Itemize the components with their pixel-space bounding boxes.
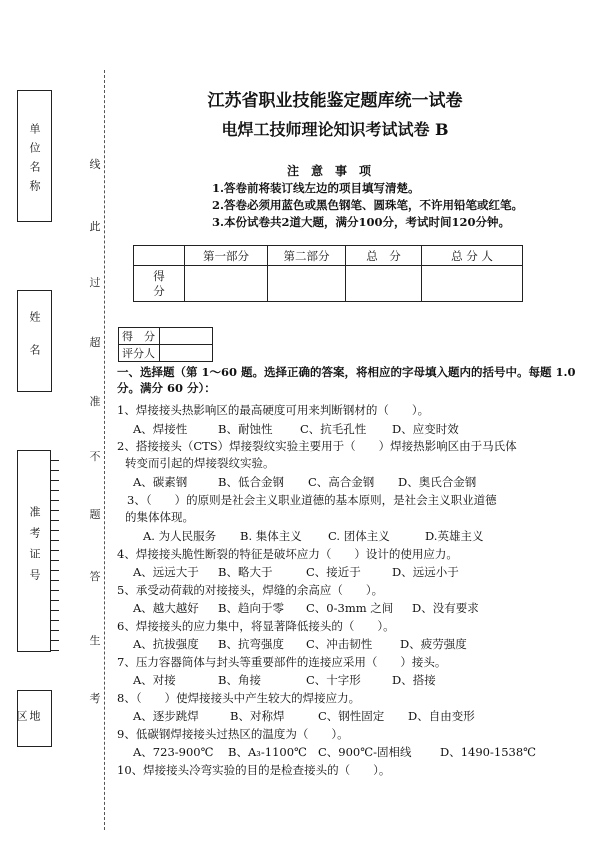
q2-option-a[interactable]: A、碳素钢	[133, 475, 188, 489]
score-cell-scorer[interactable]	[422, 266, 523, 302]
exam-subtitle: 电焊工技师理论知识考试试卷 B	[221, 120, 449, 139]
score-cell-part2[interactable]	[268, 266, 346, 302]
q8-option-c[interactable]: C、钢性固定	[318, 709, 385, 723]
q2-option-c[interactable]: C、高合金钢	[308, 475, 375, 489]
grader-name-cell[interactable]	[160, 345, 213, 362]
notice-item-3: 3.本份试卷共2道大题，满分100分，考试时间120分钟。	[212, 215, 511, 229]
question-7: 7、压力容器筒体与封头等重要部件的连接应采用（ ）接头。	[117, 655, 447, 669]
q1-option-d[interactable]: D、应变时效	[392, 422, 459, 436]
grader-score-label: 得 分	[119, 328, 160, 345]
question-1: 1、焊接接头热影响区的最高硬度可用来判断钢材的（ ）。	[117, 403, 430, 417]
q4-option-c[interactable]: C、接近于	[306, 565, 361, 579]
notice-item-1: 1.答卷前将装订线左边的项目填写清楚。	[212, 181, 420, 195]
region-box[interactable]	[17, 690, 52, 747]
q8-option-b[interactable]: B、对称焊	[230, 709, 285, 723]
binding-dashed-line	[104, 70, 105, 830]
q7-option-b[interactable]: B、角接	[218, 673, 261, 687]
score-header-part2: 第二部分	[268, 246, 346, 266]
q3-option-b[interactable]: B. 集体主义	[240, 529, 302, 543]
q3-option-d[interactable]: D.英雄主义	[425, 529, 484, 543]
seal-char-kao: 考	[89, 692, 101, 705]
score-header-part1: 第一部分	[185, 246, 268, 266]
q3-option-a[interactable]: A. 为人民服务	[143, 529, 217, 543]
score-header-scorer: 总 分 人	[422, 246, 523, 266]
score-row-label-text: 得 分	[153, 268, 177, 298]
question-4: 4、焊接接头脆性断裂的特征是破坏应力（ ）设计的使用应力。	[117, 547, 458, 561]
question-5: 5、承受动荷载的对接接头，焊缝的余高应（ ）。	[117, 583, 384, 597]
question-8: 8、（ ）使焊接接头中产生较大的焊接应力。	[117, 691, 361, 705]
score-table-corner	[134, 246, 185, 266]
score-row-label	[134, 266, 185, 302]
q4-option-d[interactable]: D、远远小于	[392, 565, 459, 579]
seal-char-bu: 不	[89, 450, 101, 463]
score-cell-total[interactable]	[346, 266, 422, 302]
question-10: 10、焊接接头冷弯实验的目的是检查接头的（ ）。	[117, 763, 391, 777]
notice-heading: 注意事项	[286, 164, 383, 178]
q7-option-d[interactable]: D、搭接	[392, 673, 436, 687]
grader-name-label: 评分人	[119, 345, 160, 362]
seal-char-guo: 过	[89, 276, 101, 289]
q6-option-c[interactable]: C、冲击韧性	[306, 637, 373, 651]
q6-option-b[interactable]: B、抗弯强度	[218, 637, 284, 651]
q5-option-b[interactable]: B、趋向于零	[218, 601, 284, 615]
question-2-cont: 转变而引起的焊接裂纹实验。	[125, 456, 275, 470]
q9-option-b[interactable]: B、A₃-1100℃	[228, 745, 307, 759]
q8-option-d[interactable]: D、自由变形	[408, 709, 475, 723]
ticket-number-label: 准考证号	[28, 506, 41, 590]
name-label: 姓名	[28, 311, 41, 377]
q1-option-c[interactable]: C、抗毛孔性	[300, 422, 367, 436]
unit-name-label: 单位名称	[28, 123, 41, 199]
score-header-total: 总 分	[346, 246, 422, 266]
q6-option-d[interactable]: D、疲劳强度	[400, 637, 467, 651]
q6-option-a[interactable]: A、抗拔强度	[133, 637, 199, 651]
ticket-number-box[interactable]	[17, 450, 51, 652]
section-1-heading: 一、选择题（第 1～60 题。选择正确的答案，将相应的字母填入题内的括号中。每题 1.0 分。满分 60 分）：	[117, 365, 576, 395]
q9-option-c[interactable]: C、900℃-固相线	[318, 745, 412, 759]
q2-option-d[interactable]: D、奥氏合金钢	[398, 475, 477, 489]
q4-option-a[interactable]: A、远远大于	[133, 565, 199, 579]
q7-option-c[interactable]: C、十字形	[306, 673, 361, 687]
name-box[interactable]	[17, 290, 52, 392]
notice-item-2: 2.答卷必须用蓝色或黑色钢笔、圆珠笔，不许用铅笔或红笔。	[212, 198, 524, 212]
score-cell-part1[interactable]	[185, 266, 268, 302]
region-label: 地区	[15, 710, 41, 735]
seal-char-xian: 线	[89, 158, 101, 171]
seal-char-sheng: 生	[89, 634, 101, 647]
q5-option-a[interactable]: A、越大越好	[133, 601, 199, 615]
score-table	[133, 245, 523, 302]
ticket-grid	[50, 451, 59, 651]
seal-char-da: 答	[89, 570, 101, 583]
q1-option-b[interactable]: B、耐蚀性	[218, 422, 273, 436]
q4-option-b[interactable]: B、略大于	[218, 565, 273, 579]
q1-option-a[interactable]: A、焊接性	[133, 422, 188, 436]
seal-char-ti: 题	[89, 508, 101, 521]
question-6: 6、焊接接头的应力集中，将显著降低接头的（ ）。	[117, 619, 395, 633]
unit-name-box[interactable]	[17, 90, 52, 222]
question-3-cont: 的集体体现。	[125, 510, 194, 524]
q5-option-c[interactable]: C、0-3mm 之间	[306, 601, 394, 615]
q7-option-a[interactable]: A、对接	[133, 673, 176, 687]
q8-option-a[interactable]: A、逐步跳焊	[133, 709, 199, 723]
seal-char-zhun: 准	[89, 395, 101, 408]
grader-score-cell[interactable]	[160, 328, 213, 345]
q3-option-c[interactable]: C. 团体主义	[328, 529, 390, 543]
exam-title: 江苏省职业技能鉴定题库统一试卷	[207, 91, 463, 111]
question-2: 2、搭接接头（CTS）焊接裂纹实验主要用于（ ）焊接热影响区由于马氏体	[117, 439, 517, 453]
q2-option-b[interactable]: B、低合金钢	[218, 475, 284, 489]
question-3: 3、（ ）的原则是社会主义职业道德的基本原则，是社会主义职业道德	[127, 493, 497, 507]
grader-table	[118, 327, 213, 362]
q9-option-d[interactable]: D、1490-1538℃	[440, 745, 537, 759]
seal-char-chao: 超	[89, 336, 101, 349]
q5-option-d[interactable]: D、没有要求	[412, 601, 479, 615]
question-9: 9、低碳钢焊接接头过热区的温度为（ ）。	[117, 727, 349, 741]
seal-char-ci: 此	[89, 220, 101, 233]
q9-option-a[interactable]: A、723-900℃	[133, 745, 214, 759]
